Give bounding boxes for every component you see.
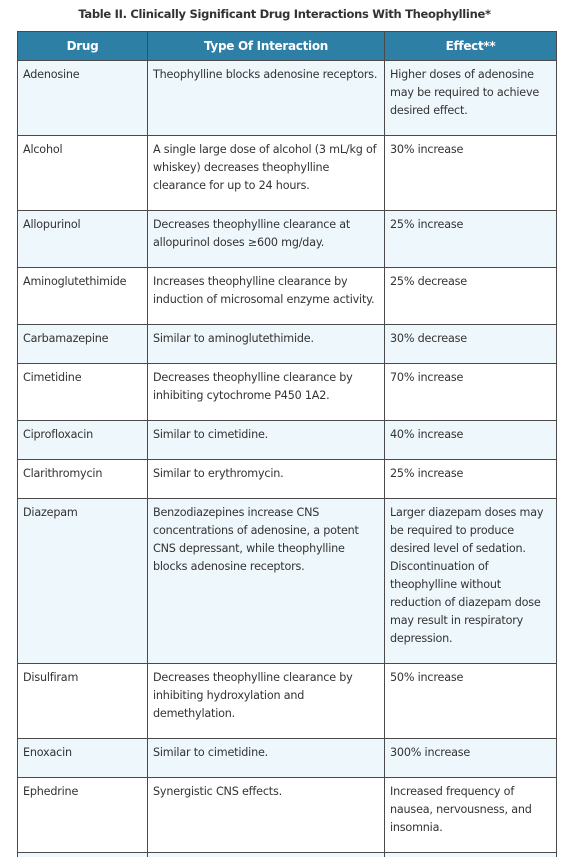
cell-interaction: Similar to cimetidine. <box>148 739 385 778</box>
cell-interaction: Theophylline blocks adenosine receptors. <box>148 61 385 136</box>
cell-effect: 25% increase <box>385 460 557 499</box>
table-row <box>18 211 557 268</box>
cell-drug <box>18 853 148 857</box>
header-drug: Drug <box>18 32 148 61</box>
table-caption: Table II. Clinically Significant Drug Interactions With Theophylline* <box>78 7 491 21</box>
cell-effect: 25% decrease <box>385 268 557 325</box>
cell-drug: Adenosine <box>18 61 148 136</box>
cell-effect: 70% increase <box>385 364 557 421</box>
cell-effect: 300% increase <box>385 739 557 778</box>
cell-interaction: Similar to cimetidine. <box>148 421 385 460</box>
cell-drug: Aminoglutethimide <box>18 268 148 325</box>
cell-interaction: Decreases theophylline clearance by inhibiting cytochrome P450 1A2. <box>148 364 385 421</box>
cell-drug: Clarithromycin <box>18 460 148 499</box>
header-effect: Effect** <box>385 32 557 61</box>
cell-interaction: Decreases theophylline clearance at allopurinol doses ≥600 mg/day. <box>148 211 385 268</box>
table-row <box>18 499 557 664</box>
cell-drug: Allopurinol <box>18 211 148 268</box>
cell-effect: 30% increase <box>385 136 557 211</box>
cell-effect: 40% increase <box>385 421 557 460</box>
table-row <box>18 325 557 364</box>
cell-effect: Increased frequency of nausea, nervousness, and insomnia. <box>385 778 557 853</box>
cell-interaction: Similar to aminoglutethimide. <box>148 325 385 364</box>
table-row <box>18 268 557 325</box>
table-row <box>18 739 557 778</box>
cell-drug: Enoxacin <box>18 739 148 778</box>
cell-drug: Diazepam <box>18 499 148 664</box>
cell-effect: Higher doses of adenosine may be required to achieve desired effect. <box>385 61 557 136</box>
cell-interaction: Synergistic CNS effects. <box>148 778 385 853</box>
cell-effect: 30% decrease <box>385 325 557 364</box>
cell-effect: 25% increase <box>385 211 557 268</box>
table-row <box>18 460 557 499</box>
cell-interaction: Increases theophylline clearance by induction of microsomal enzyme activity. <box>148 268 385 325</box>
cell-effect <box>385 853 557 857</box>
table-row <box>18 364 557 421</box>
cell-interaction <box>148 853 385 857</box>
table-row <box>18 853 557 857</box>
cell-interaction: A single large dose of alcohol (3 mL/kg of whiskey) decreases theophylline clearance for up to 24 hours. <box>148 136 385 211</box>
table-row <box>18 61 557 136</box>
header-interaction: Type Of Interaction <box>148 32 385 61</box>
cell-effect: Larger diazepam doses may be required to produce desired level of sedation. Discontinuation of theophylline without reduction of diazepam dose may result in respiratory depression. <box>385 499 557 664</box>
cell-interaction: Decreases theophylline clearance by inhibiting hydroxylation and demethylation. <box>148 664 385 739</box>
cell-effect: 50% increase <box>385 664 557 739</box>
cell-drug: Alcohol <box>18 136 148 211</box>
table-row <box>18 421 557 460</box>
cell-drug: Cimetidine <box>18 364 148 421</box>
cell-drug: Disulfiram <box>18 664 148 739</box>
drug-interactions-table <box>17 31 557 857</box>
cell-interaction: Benzodiazepines increase CNS concentrations of adenosine, a potent CNS depressant, while theophylline blocks adenosine receptors. <box>148 499 385 664</box>
cell-interaction: Similar to erythromycin. <box>148 460 385 499</box>
table-row <box>18 664 557 739</box>
table-row <box>18 778 557 853</box>
cell-drug: Ciprofloxacin <box>18 421 148 460</box>
table-header-row <box>18 32 557 61</box>
table-row <box>18 136 557 211</box>
cell-drug: Carbamazepine <box>18 325 148 364</box>
cell-drug: Ephedrine <box>18 778 148 853</box>
